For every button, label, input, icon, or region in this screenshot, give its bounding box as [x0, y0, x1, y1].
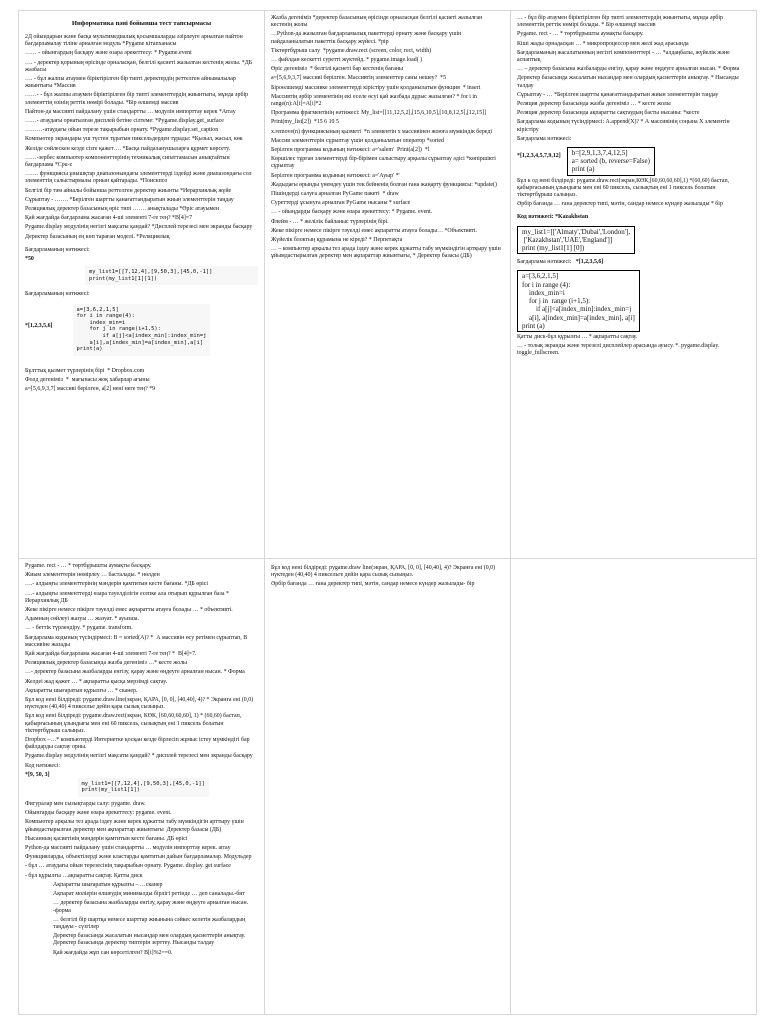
code-snippet	[85, 266, 258, 285]
question-item: …. - бұл жалпы атаумен біріктірілген бір типті деректердің реттелген айнымалылар жиынтығы *Массив	[25, 76, 238, 90]
question-item: Бұл код нені білдіреді: pygame.draw line(экран, ҚАРА, [0, 0], [40,40], 4)? Экранға ені (0,0) нүктеден (40,40) 4 пиксельге дейін қара сызық сызыңыз.	[271, 565, 497, 579]
page-panel-4	[19, 559, 265, 1015]
code-question-row	[517, 145, 750, 178]
question-label: Бағдарламаның нәтижесі:	[25, 246, 90, 253]
code-line: my_list1=[[7,12,4],[9,50,3],[45,0,-1]]	[89, 269, 213, 276]
question-item: …. - деректер қорының өрісінде орналасқан, белгілі қасиеті жазылған кестенің жолы. *ДБ жазбасы	[25, 59, 254, 73]
code-line: index_min=i	[76, 319, 126, 326]
question-list	[271, 563, 504, 589]
question-item: Ойынгарды басқару және өзара әрекеттесу: pygame. event.	[25, 810, 172, 817]
question-item: Компьютер арқылы тез арада іздеу және керек құжатты табу мүмкіндігін арттыру үшін ұйымдастырылған деректер мен ақпараттар жиынтығы Деректер базасы (ДБ)	[25, 819, 246, 833]
code-box	[517, 270, 640, 331]
question-item: Бұлттық қызмет түрлерінің бірі * Dropbox.com	[25, 367, 145, 374]
code-snippet	[73, 304, 211, 356]
code-line: index_min=i	[522, 288, 565, 297]
question-item: Бұл код нені білдіреді: pygame.draw.line(экран, ҚАРА, [0, 0], [40,40], 4)? * Экранға ені (0,0) нүктеден (40,40) 4 пикселье дейін қара сызық сызыңыз.	[25, 697, 255, 711]
answer-text: *[1,2,3,4,5,7,9,12]	[517, 153, 561, 160]
document-grid	[18, 10, 757, 1015]
question-list	[25, 882, 258, 957]
question-list	[271, 15, 504, 261]
answer-text: *[9, 50, 3]	[25, 771, 50, 778]
question-item: 2Д ойындарын және басқа мультимедиалық қосымшаларды әзірлеуге арналған пайтон бағдарламалау тіліне арналған модуль *Pygame кітапханасы	[25, 34, 245, 48]
question-item: Тіктөртбұрыш салу *pygame.draw.rect (screen, color, rect, width)	[271, 47, 432, 54]
question-item: Реляция деректер базасында ақпаратты сақтаудың басты нысаны: *кесте	[517, 110, 700, 117]
question-item: Бұл к од нені білдіреді: pygame.draw.rect(экран,КӨК,[60,60,60,60],1) *(60,60) бастап, қабырғасының ұзындығы мен ені 60 пиксель, сызықтың ені 1 пиксель болатын тіктөртбұрыш салыңыз.	[517, 177, 731, 199]
code-line: print (a)	[571, 165, 595, 174]
question-item: Функцияларды, объектілерді және кластарды қамтитын дайын бағдарламалар. Модульдер	[25, 854, 252, 861]
question-item: Желдеі жад қажет … * ақпаратты қысқа мерзімді сақтау.	[25, 678, 168, 685]
question-item: Код нәтижесі:	[25, 762, 61, 769]
question-item: …… - ойынгардың басқару және өзара әрекеттесу: * Pygame.event	[25, 50, 192, 57]
question-item: Әрбір бағанда … ғана деректер типі, мәтін, сандар немесе күндер жазылады * бір	[517, 201, 723, 208]
question-item: Әрбір бағанда … ғана деректер типі, мәтін, сандар немесе күндер жазылады- бір	[271, 581, 475, 588]
question-item: … - ойыңдарды басқару және өзара әрекеттесу: * Pygame. event.	[271, 209, 433, 216]
code-line: a=[3,6,2,1,5]	[76, 306, 119, 313]
question-item: Pygame. rect - … * төртбұрышты аумақты басқару.	[25, 563, 152, 569]
page-panel-3	[511, 11, 757, 559]
question-item: Программа фрагментінің нәтижесі: My_list=[[11,12,5,2],[15,6,10,5],[10,8,12,5],[12,15]]	[271, 110, 487, 117]
question-item: Компьютер экрандары уш түстен тұратын пиксельдерден тұрады: *Қызыл, жасыл, көк	[25, 136, 243, 143]
code-line: print (a)	[522, 321, 545, 330]
question-item: x.remove(n) функциясының қызметі *n элементін x массивінен жоюға мүмкіндік береді	[271, 128, 492, 135]
question-item: Көршілес тұрған элементтерді бір-бірімен салыстыру арқылы сұрыптау әдісі *көпіршікті сұрыптау	[271, 156, 498, 170]
question-item: Сұрыптау - ……. *Берілген шартты қанағаттандыратын жиын элементтерін таңдау	[25, 196, 234, 203]
page-panel-1	[19, 11, 265, 559]
question-item: Реляциялық деректер базасында жазба дегеніміз …* кесте жолы	[25, 660, 187, 667]
question-list	[25, 563, 258, 770]
question-item: Бағдарлама кодының түсіндірмесі: A.append(X)? * А массивінің соңына Х элементін кірістіру	[517, 119, 732, 133]
question-item: Жазба дегеніміз *деректер базасының өрісінде орналасқан белгілі қасиеті жазылған кестенің жолы	[271, 15, 484, 29]
question-item: Dropbox –…* компьютерді Интернетке қосқан кезде бірлесіп жұмыс істеу мүмкіндігі бар файлдарды сақтау орны.	[25, 737, 252, 751]
question-list	[25, 801, 258, 880]
question-item: Желіде сөйлескен кезде сізге қажет…. *Басқа пайдаланушыларға құрмет көрсету.	[25, 145, 231, 152]
question-item: Бағдарламаның жасалатынның негізгі компоненттері - … *алдаңбалы, жүйелік және аспаптық	[517, 49, 732, 64]
question-item: Pygame.display модулінің негізгі мақсаты қандай? * дисплей терезесі мен экранды басқару	[25, 753, 253, 760]
code-box	[517, 226, 635, 255]
code-line: if a[j]<a[index_min]:index_min=j	[76, 333, 207, 340]
question-item: Флейм - … * желілік байланыс түрлерінің бірі.	[271, 218, 389, 225]
code-block	[89, 269, 254, 282]
code-line: a[i], a[index_min]=a[index_min], a[i]	[522, 313, 635, 322]
code-line: a= sorted (b, reverse=False)	[571, 157, 650, 166]
code-block	[82, 781, 205, 794]
code-box	[567, 147, 655, 176]
question-item: Қатты диск-бұл құрылғы … * ақпаратты сақтау.	[517, 333, 638, 340]
question-item: Фигуралар мен сызықтарды салу: pygame. draw.	[25, 801, 146, 808]
question-item: Кіші жады орнадасқан … * микропроцессор мен желі жад арасында	[517, 40, 689, 47]
question-label: Бағдарламаның нәтижесі:	[25, 291, 90, 298]
question-item: Реляция деректер базасында жазба дегеніміз … * кесте жолы	[517, 101, 671, 108]
question-list	[25, 34, 258, 241]
code-line: print(a)	[76, 346, 103, 353]
code-line: my_list1=[['Almaty','Dubai','London'],	[522, 227, 631, 236]
question-item: Жүйелік блоктың құрамына не кіреді? * Перпетақта	[271, 237, 403, 244]
code-line: for i in range(4):	[76, 313, 135, 320]
question-item: Қай жағдайда жұп сан көрсетілген? B[i]%2==0.	[53, 949, 173, 956]
question-item: Сұрыптау - … *Берілген шартты қанағаттандыратын жиын элементтерін таңдау	[517, 91, 719, 98]
question-item: Деректер базасының ең көп тараған моделі. *Реляциялық	[25, 233, 170, 240]
question-item: Берілген программа кодының нәтижесі: a='Ауыр' *'	[271, 172, 400, 179]
question-item: Массив элементтерін сұрыптау үшін қолданылатын оператор *sorted	[271, 137, 444, 144]
question-item: Қай жағдайда бағдарлама жасаған 4-ші элементі 7-ге тең? *B[4]=7	[25, 215, 193, 222]
question-item: … - толық экранды және терезелі дисплейлер арасында ауысу. *. pygame.display. toggle_fullscreen.	[517, 343, 721, 357]
question-list	[517, 15, 750, 134]
page-panel-6	[511, 559, 757, 1015]
page-panel-5	[265, 559, 511, 1015]
question-item: Адамның сөйлеуі жазуы … жазуат. * ауызша.	[25, 616, 140, 623]
question-item: Ақпаратты шығаратын құрылғы – …сканер	[53, 881, 163, 888]
answer-text: *[1,2,3,5,6]	[25, 322, 53, 329]
question-item: Өріс дегеніміз * белгілі қасиеті бар кестенің бағаны	[271, 66, 403, 73]
question-item: Реляциялық деректер базасының өріс типі ……. анықталады *Өріс атауымен	[25, 206, 220, 213]
question-item: Біроөлшемді массивке элементтерді кірістіру үшін қолданылатын функция * insert	[271, 84, 481, 91]
question-item: Пішіндерді салуға арналған PyGame пакеті * draw	[271, 191, 399, 198]
question-item: Жиым элементтерін нөмірлеу … басталады. * нөлден	[25, 572, 160, 579]
question-item: Жеке пікірге немесе пікірге тәуелді емес ақпаратты атауға болады … * объективті.	[25, 607, 233, 614]
question-label: Бағдарлама нәтижесі:	[517, 135, 572, 142]
question-list	[517, 334, 750, 358]
question-item: …Python-да жазылған бағдарламалық пакеттерді орнату және басқару үшін пайдаланылатын пакеттік басқару жүйесі. *pip	[271, 31, 463, 45]
document-title: Информатика пәні бойынша тест тапсырмасы	[71, 20, 212, 27]
question-item: Жеке пікірге немесе пікірге тәуелді емес ақпаратты атауға болады… *Объективті.	[271, 227, 478, 234]
question-item: … - бұл бір атаумен біріктірілген бір типті элементтердің жиынтығы, мұнда әрбір элементтің реттік нөмірі болады. * Бір өлшемді массив	[517, 15, 725, 29]
question-item: Print(my_list[2]) *15 6 10 5	[271, 119, 339, 126]
question-item: - бұл құрылғы …ақпаратты сақтау. Қатты диск	[25, 872, 143, 879]
code-line: my_list1=[[7,12,4],[9,50,3],[45,0,-1]]	[81, 780, 205, 787]
question-item: ……- атаудағы орнатылған дисплей бетіне сілтеме: *Pygame.display.get_surface	[25, 118, 224, 125]
question-item: Берілген программа кодының нәтижесі: a='salem' Print(a[2]) *l	[271, 147, 430, 154]
question-item: Python-да массивті пайдалану үшін стандартты … модулін импорттау керек. array	[25, 845, 231, 852]
question-item: Жадыдағы өрынды үнемдеу үшін тек бейненің болған ғана жаңарту функциясы: *update()	[271, 181, 497, 188]
question-item: Деректер базасында жасалатын нысандар мен олардың қасиеттерін анықтау. * Нысанды талдау	[517, 75, 741, 89]
code-question-row	[25, 772, 258, 801]
code-line: print (my_list1[1] [0])	[522, 244, 585, 253]
question-label: Код нәтижесі: *Kazakhstan	[517, 214, 589, 221]
question-item: Деректер базасында жасалатын нысандар мен олардың қасиеттерін анықтау. Деректер базасында деректер типтерін зерттеу. Нысанды талдау	[53, 933, 247, 947]
code-line: a[i],a[index_min]=a[index_min],a[i]	[76, 339, 204, 346]
question-item: - бұл … атаудағы ойын терезесінің тақырыбын орнату. Pygame. display. get surface	[25, 863, 231, 870]
question-item: Массивтің әрбір элементінің екі еселе өсуі қай жазбада дұрыс жазылған? * for i in range(n):A[i]=A[i]*2	[271, 93, 479, 108]
question-list	[517, 178, 750, 209]
question-item: Ақпарат моліерін өлшеудің минималды бірлігі ретінде … деп саналады.-бит	[53, 891, 245, 898]
question-item: a=[5,6,9,3,7] массиві берілген, a[2] нені неге тең? *9	[25, 386, 156, 393]
question-item: ……- - бұл жалпы атаумен біріктірілген бір типті элементтердің жиынтығы, мұнда әрбір элементтің өзінің реттік нөмірі болады. *Бір өлшемді массив	[25, 92, 250, 106]
question-item: … деректер базасына жазбаларды енгізу, қарау және өңдеуге арналған нысан. -форма	[53, 900, 250, 914]
question-item: … - беттік түрлендіру. * pygame. transform.	[25, 625, 133, 632]
code-question-row	[25, 301, 258, 362]
question-item: Нысанның қасиетінің мәндерін қамтитын кесте бағаны. ДБ өрісі	[25, 835, 188, 842]
code-line: for j in range (i+1,5):	[522, 297, 591, 306]
question-item: Бұл код нені білдіреді: pygame.draw.rect(экран, КӨК, [60,60,60,60], 1) * (60,60) бастап, қабырғасының ұзындығы мен ені 60 пиксель, сызықтың ені 1 пиксель болатын тіктөртбұрыш салыңыз.	[25, 713, 243, 734]
question-item: … файлдан кескетті суретті жүктейд. * pygame.image.load( )	[271, 57, 423, 64]
code-line: for j in range(i+1,5):	[76, 326, 161, 333]
question-label: Бағдарлама нәтижесі: *[1,2,3,5,6]	[517, 259, 604, 266]
code-line: a=[3,6,2,1,5]	[522, 272, 559, 281]
code-line: print(my_list1[1])	[81, 787, 140, 794]
question-item: … – компьютер арқылы тез арада іздеу және керек құжатты табу мүмкіндігін артқыру үшін ұйымдастырылған деректер мен ақпараттар жиынтығы, * Деректер базасы (ДБ)	[271, 246, 503, 260]
question-item: ……-зербес компьютер компоненттерінің техникалық сипаттамасын анықтайтын бағдарлама *Cpu-z	[25, 154, 232, 169]
question-item: Фолд дегеніміз * мағынасы жоқ хабарлар ағыны	[25, 377, 150, 384]
question-item: a=[5,6,9,3,7] массиві берілген. Массивтің элементтер саны нешеу? *5	[271, 75, 447, 82]
question-item: ……. функциясы ұнышқтар диапазонындағы элементтерді іздейді және диапазондағы сол элементтің салыстырмалы орнын қайтарады. *Поискпоз	[25, 171, 254, 185]
question-item: ………-атаудағы ойын терезе тақырыбын орнату. *Pygame.display.set_caption	[25, 127, 219, 134]
question-item: …- деректер базасына жазбаларды енгізу, қарау және өңдеуге арналған нысан. * Форма	[25, 669, 245, 676]
question-list	[25, 368, 258, 394]
code-snippet	[78, 778, 209, 797]
question-item: Пайтон-да массивті пайдалану үшін стандартты … модулін импорттау керек *Array	[25, 108, 236, 115]
question-item: … – деректер базасына жазбаларды енгізу, қарау және өңдеуге арналған нысан. * Форма	[517, 66, 740, 73]
page-panel-2	[265, 11, 511, 559]
question-item: Қай жағдайда бағдарлама жасаған 4-ші элементі 7-ге тең? * B[4]=7.	[25, 651, 197, 658]
code-line: ['Kazakhstan','UAE','England']]	[522, 235, 613, 244]
question-item: Суреттерді ұсынуға арналған PyGame нысаны * surface	[271, 200, 411, 207]
answer-text: *50	[25, 256, 34, 263]
question-item: Pygame.display модулінің негізгі мақсаты қандай? *Дисплей терезесі мен экранды басқару	[25, 224, 253, 231]
question-item: … белгілі бір шартқа немесе шарттар жиынына сәйкес келетін жазбалардың таңдауы - сүзгілер	[53, 916, 247, 930]
question-item: ….- алдыңғы элементтерінің мәндерін қамтитын кесте бағаны. *ДБ өрісі	[25, 581, 209, 588]
code-line: b=[2,9,1,3,7,4,12,5]	[571, 149, 628, 158]
code-line: for i in range (4):	[522, 280, 571, 289]
question-item: Белгілі бір тәм айналы бойынша реттелген деректер жиынты *Иерархиялық жүйе	[25, 187, 232, 194]
code-line: print(my_list1[1][1])	[89, 275, 158, 282]
code-block	[77, 307, 207, 353]
question-item: Pygame. rect - … * төртбұрышты аумақты басқару.	[517, 31, 644, 38]
question-item: Ақпаратты шығаратын құрылғы … * сканер.	[25, 687, 138, 694]
code-line: if a[j]<a[index_min]:index_min=j	[522, 305, 632, 314]
question-item: Бағдарлама кодының түсіндірмесі: B = sorted(A)? * А массивін өсу ретімен сұрыптап, В массивіне жазады	[25, 634, 249, 648]
question-item: ….- алдыңғы элементтерді өзара тәуелділігін есепке ала отырып құрылған база * Иерархиялық ДБ	[25, 590, 232, 604]
